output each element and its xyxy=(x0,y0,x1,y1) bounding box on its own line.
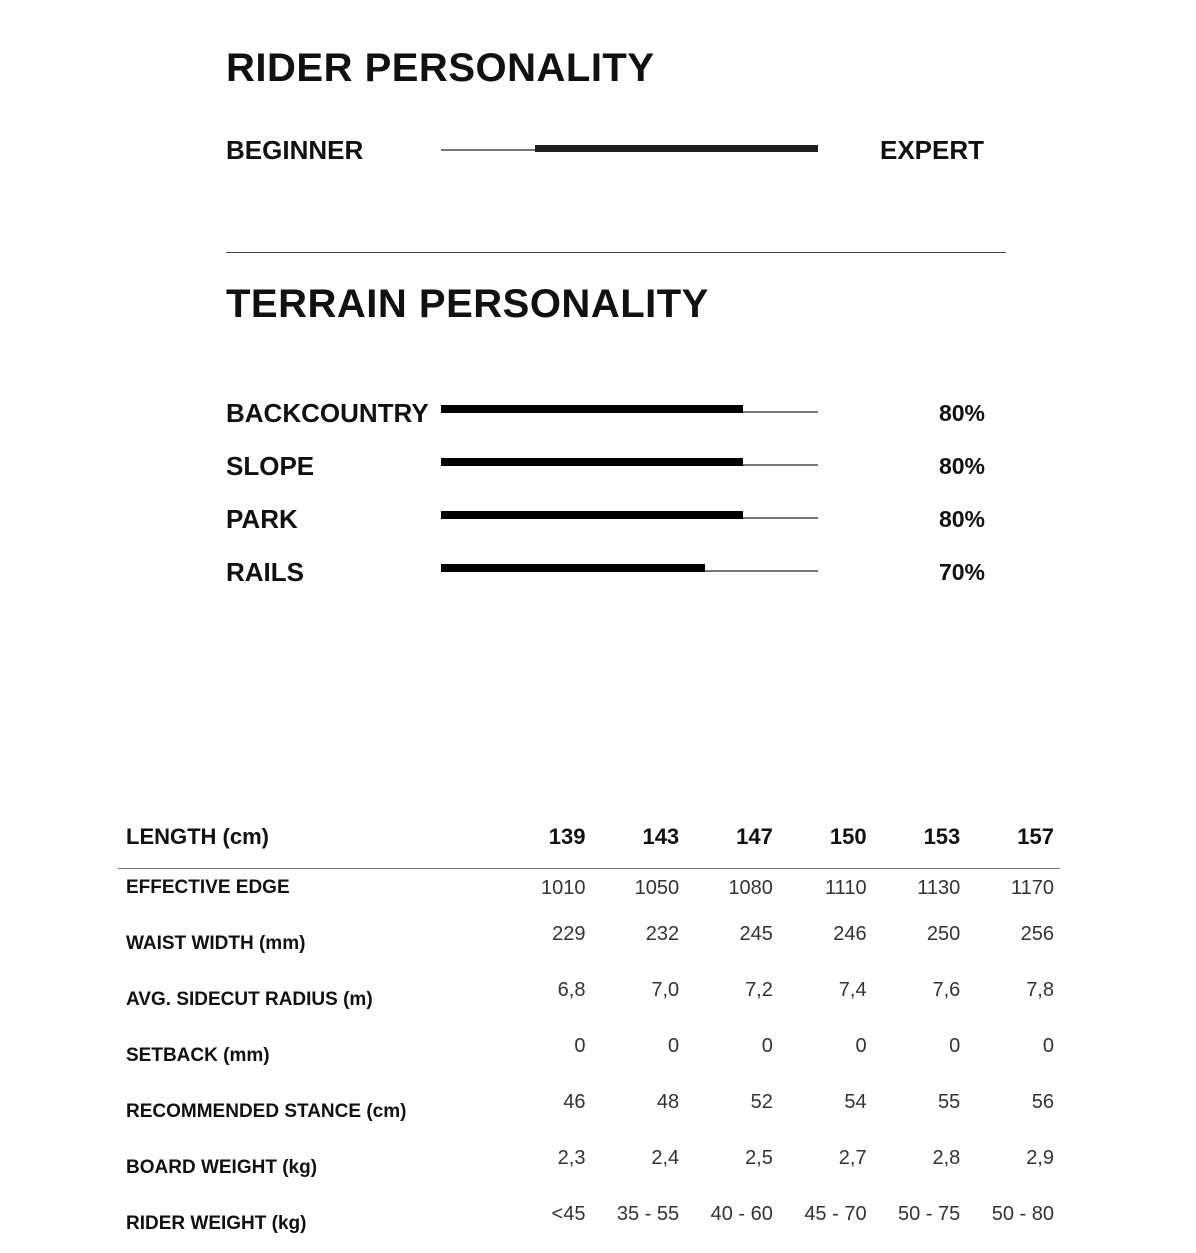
spec-value: 7,0 xyxy=(651,979,680,1001)
terrain-bar-fill xyxy=(441,405,743,413)
spec-value: 6,8 xyxy=(557,979,586,1001)
spec-header-row xyxy=(118,820,1060,869)
spec-value: 1080 xyxy=(728,877,773,899)
spec-value: 1050 xyxy=(634,877,680,899)
spec-value: <45 xyxy=(551,1203,586,1225)
spec-value: 0 xyxy=(761,1035,773,1057)
spec-row-label: SETBACK (mm) xyxy=(126,1045,270,1066)
terrain-percent: 80% xyxy=(938,506,985,532)
spec-value: 50 - 75 xyxy=(898,1203,961,1225)
rider-personality-title: RIDER PERSONALITY xyxy=(226,46,655,90)
spec-value: 7,8 xyxy=(1026,979,1054,1001)
spec-value: 55 xyxy=(938,1091,961,1113)
terrain-label: RAILS xyxy=(226,557,304,587)
rider-level-range xyxy=(535,145,818,152)
terrain-percent: 80% xyxy=(938,453,985,479)
spec-row-label: WAIST WIDTH (mm) xyxy=(126,933,306,954)
spec-value: 2,3 xyxy=(557,1147,586,1169)
size-header: 153 xyxy=(923,824,961,849)
spec-value: 2,9 xyxy=(1026,1147,1054,1169)
spec-value: 232 xyxy=(645,923,680,945)
terrain-label: BACKCOUNTRY xyxy=(226,398,429,428)
spec-row xyxy=(118,1141,1060,1197)
spec-value: 7,6 xyxy=(932,979,961,1001)
spec-value: 7,2 xyxy=(745,979,773,1001)
terrain-personality-title: TERRAIN PERSONALITY xyxy=(226,282,709,326)
spec-row-label: BOARD WEIGHT (kg) xyxy=(126,1157,318,1178)
spec-row-label: RECOMMENDED STANCE (cm) xyxy=(126,1101,407,1122)
spec-value: 56 xyxy=(1031,1091,1054,1113)
spec-value: 0 xyxy=(949,1035,961,1057)
rider-expert-label: EXPERT xyxy=(880,135,985,165)
spec-value: 45 - 70 xyxy=(804,1203,867,1225)
spec-value: 1010 xyxy=(540,877,586,899)
spec-value: 52 xyxy=(750,1091,773,1113)
spec-row-label: AVG. SIDECUT RADIUS (m) xyxy=(126,989,373,1010)
size-header: 143 xyxy=(642,824,680,849)
spec-value: 250 xyxy=(926,923,961,945)
spec-value: 48 xyxy=(656,1091,680,1113)
size-header: 150 xyxy=(829,824,867,849)
spec-value: 2,5 xyxy=(745,1147,773,1169)
spec-value: 256 xyxy=(1020,923,1054,945)
spec-value: 1110 xyxy=(825,877,867,899)
spec-row xyxy=(118,1197,1060,1253)
spec-value: 50 - 80 xyxy=(991,1203,1054,1225)
spec-value: 7,4 xyxy=(838,979,867,1001)
spec-value: 0 xyxy=(1042,1035,1054,1057)
spec-value: 1130 xyxy=(917,877,961,899)
size-header: 147 xyxy=(736,824,773,849)
spec-row-label: EFFECTIVE EDGE xyxy=(126,877,290,898)
spec-value: 40 - 60 xyxy=(710,1203,773,1225)
spec-value: 0 xyxy=(668,1035,680,1057)
rider-beginner-label: BEGINNER xyxy=(226,135,364,165)
spec-value: 1170 xyxy=(1010,877,1054,899)
terrain-label: SLOPE xyxy=(226,451,315,481)
section-divider xyxy=(226,252,1006,253)
spec-row xyxy=(118,869,1060,918)
terrain-percent: 80% xyxy=(938,400,985,426)
spec-value: 0 xyxy=(855,1035,867,1057)
spec-value: 245 xyxy=(739,923,773,945)
terrain-label: PARK xyxy=(226,504,298,534)
spec-row xyxy=(118,1085,1060,1141)
spec-value: 2,4 xyxy=(651,1147,680,1169)
spec-row xyxy=(118,917,1060,973)
terrain-bar-fill xyxy=(441,458,743,466)
spec-value: 54 xyxy=(844,1091,867,1113)
spec-row xyxy=(118,973,1060,1029)
size-header: 139 xyxy=(548,824,586,849)
terrain-bar-fill xyxy=(441,511,743,519)
spec-value: 2,8 xyxy=(932,1147,961,1169)
spec-table xyxy=(118,820,1060,1253)
size-header: 157 xyxy=(1017,824,1054,849)
spec-value: 0 xyxy=(574,1035,586,1057)
spec-value: 2,7 xyxy=(838,1147,867,1169)
spec-row xyxy=(118,1029,1060,1085)
spec-row-label: RIDER WEIGHT (kg) xyxy=(126,1213,307,1234)
terrain-percent: 70% xyxy=(938,559,985,585)
spec-value: 229 xyxy=(552,923,586,945)
length-header: LENGTH (cm) xyxy=(126,824,269,849)
spec-value: 46 xyxy=(563,1091,586,1113)
spec-value: 246 xyxy=(833,923,867,945)
terrain-bar-fill xyxy=(441,564,705,572)
spec-value: 35 - 55 xyxy=(616,1203,680,1225)
